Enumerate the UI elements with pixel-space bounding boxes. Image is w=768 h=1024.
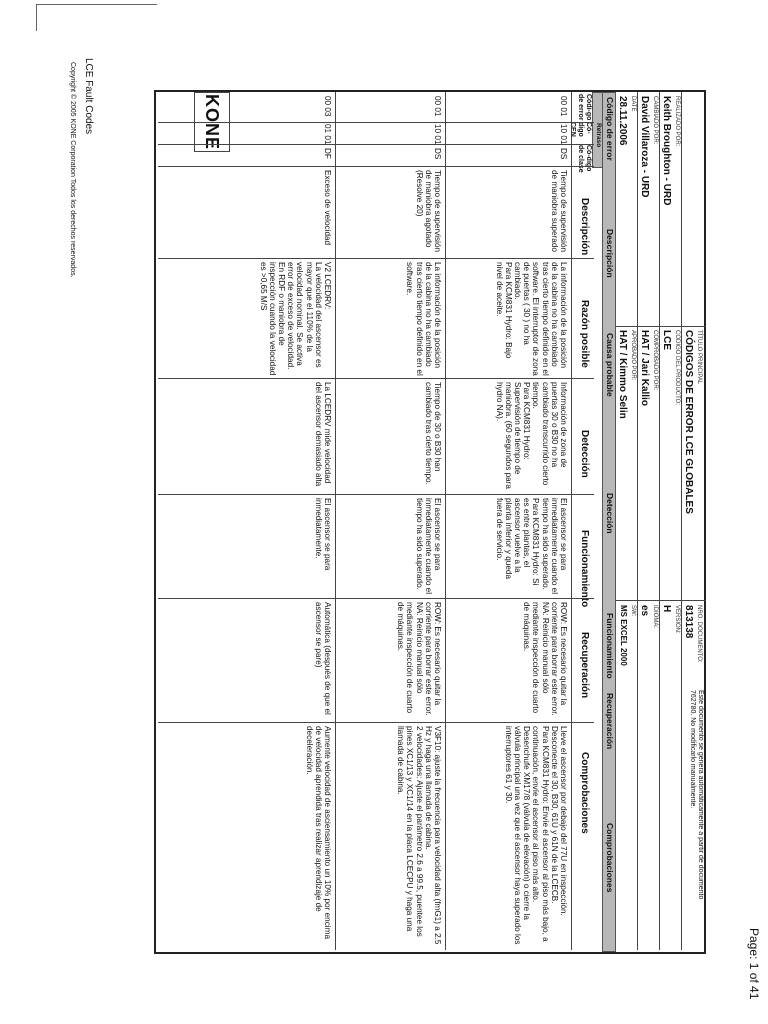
col-header-recuperacion: Recuperación — [579, 632, 590, 699]
codigo-producto-label: CÓDIGO DEL PRODUCTO: — [674, 330, 680, 406]
aprobado-value: HAT / Kimmo Selin — [617, 330, 628, 419]
document-title: LCE Fault Codes — [83, 58, 94, 135]
idioma-value: es — [639, 605, 650, 617]
row1-comprobaciones: Lleve el ascensor por debajo del 77U en inspección. Desconecte el 30, B30, 61U y 61N de la LCECB. Para KCM831 Hydro: Envíe el ascensor al piso más bajo, a continuación, envíe el ascensor al piso más alto. Desenchufe XM17/8 (válvula de elevación) o cierre la válvula principal una vez que el ascensor haya superado los interruptores 61 y 30. — [503, 726, 568, 945]
row2-funcionamiento: El ascensor se para inmediatamente cuando el tiempo ha sido superado. — [414, 498, 442, 595]
row3-deteccion: La LCEDRV mide velocidad del ascensor demasiado alta — [313, 382, 332, 487]
cambiado-value: David Villaroza - URD — [639, 96, 650, 198]
row-line — [571, 92, 572, 950]
header-line — [659, 92, 660, 950]
col-header-razon: Razón posible — [579, 300, 590, 368]
row2-codigo: 00 01 — [433, 96, 442, 117]
header-divider — [616, 326, 706, 327]
row2-razon: La información de la posición de la cabina no ha cambiado tras cierto tiempo definido en el software. — [405, 262, 442, 376]
retraso-bar: Retraso — [592, 92, 603, 168]
nro-documento-value: 813138 — [683, 605, 694, 639]
col-header-descripcion: Descripción — [579, 198, 590, 256]
sw-value: MS EXCEL 2000 — [619, 605, 628, 666]
row2-comprobaciones: V3F10: ajuste la frecuencia para velocidad alta (fmG1) a 2.5 Hz y haga una llamada de cabina. 2 velocidades: Ajuste el parámetro 2.6 a 99.5, puentee los pines XC1/13 y XC1/14 en la placa LCECPU y haga una llamada de cabina. — [396, 726, 442, 945]
row2-recuperacion: ROW: Es necesario quitar la corriente para borrar este error. NA: Reinicio manual sólo mediante inspección de cuarto de máquinas. — [396, 602, 442, 716]
aprobado-label: APROBADO POR: — [630, 330, 636, 381]
header-divider — [616, 600, 706, 601]
page-number: Page: 1 of 41 — [747, 928, 761, 1000]
row-line — [445, 92, 446, 950]
row2-cen: 10 01 — [433, 124, 442, 145]
idioma-label: IDIOMA: — [652, 605, 658, 629]
realizado-label: REALIZADO POR: — [674, 96, 680, 147]
realizado-value: Keith Broughton - URD — [661, 96, 672, 206]
row2-deteccion: Tiempo de 30 o B30 han cambiado tras cierto tiempo. — [423, 382, 442, 485]
row3-clase: DF — [323, 148, 332, 159]
version-value: H — [661, 605, 672, 613]
col-header-cen: Có-digo CEN — [569, 122, 592, 137]
date-label: DATE — [630, 96, 636, 112]
row1-razon: La información de la posición de la cabina no ha cambiado tras cierto tiempo definido en el software. El interruptor de zona de puertas ( 30 ) no ha cambiado. Para KCM831 Hydro: Bajo nivel de aceite. — [494, 262, 568, 376]
row3-comprobaciones: Aumente velocidad de asciensamiento un 10% por encima de velocidad aprendida tras realizar aprendizaje de deceleración. — [304, 726, 332, 940]
titulo-value: CÓDIGOS DE ERROR LCE GLOBALES — [683, 330, 694, 514]
column-line — [158, 144, 594, 145]
comprobado-value: HAT / Jari Kallio — [639, 330, 650, 406]
titulo-label: TÍTULO PRINCIPAL — [696, 330, 702, 385]
copyright-notice: Copyright © 2005 KONE Corporation Todos los derechos reservados. — [69, 62, 76, 278]
row1-codigo: 00 01 — [559, 96, 568, 117]
row1-funcionamiento: El ascensor se para inmediatamente cuando el tiempo ha sido superado. Para KCM831 Hydro: Si es entre plantas, el ascensor vuelve a la planta inferior y queda fuera de servicio. — [494, 498, 568, 595]
column-line — [158, 258, 594, 259]
version-label: VERSIÓN: — [674, 605, 680, 634]
row3-razon: V2 LCEDRV: La velocidad del ascensor es mayor que el 110% de la velocidad nominal. Se activa error de exceso de velocidad. En RDF o maniobra de inspección cuando la velocidad es >0,65 M/S — [258, 262, 332, 376]
row1-recuperacion: ROW: Es necesario quitar la corriente para borrar este error. NA: Reinicio manual sólo mediante inspección de cuarto de máquinas. — [522, 602, 568, 716]
row1-deteccion: Información de zona de puertas 30 o B30 no ha cambiado transcurrido cierto tiempo. Para KCM831 Hydro: Supervisión de tiempo de maniobra. (60 segundos para hydro NA). — [494, 382, 568, 489]
row3-funcionamiento: El ascensor se para inmediatamente. — [313, 498, 332, 571]
nro-documento-label: NRO. DOCUMENTO: — [696, 605, 702, 663]
row3-codigo: 00 03 — [323, 96, 332, 117]
row-line — [335, 92, 336, 950]
codigo-producto-value: LCE — [661, 330, 672, 350]
cambiado-label: CAMBIADO POR: — [652, 96, 658, 145]
sw-label: SW: — [630, 605, 636, 617]
comprobado-label: COMPROBADO POR: — [652, 330, 658, 391]
column-line — [158, 722, 594, 723]
row1-descripcion: Tiempo de supervisión de maniobra superado — [549, 170, 568, 253]
row2-clase: DS — [433, 148, 442, 160]
column-line — [158, 378, 594, 379]
column-line — [158, 166, 594, 167]
col-header-clase: Có-digo de clase — [577, 145, 592, 173]
header-line — [637, 92, 638, 950]
auto-generated-note: Este documento se genera automáticamente a partir de documento 762780. No modificarlo manualmente. — [689, 690, 704, 900]
kone-logo: KONE — [194, 92, 230, 152]
column-line — [158, 122, 594, 123]
row3-descripcion: Exceso de velocidad — [323, 170, 332, 246]
column-line — [158, 494, 594, 495]
date-value: 28.11.2006 — [617, 96, 628, 146]
row1-cen: 10 01 — [559, 124, 568, 145]
col-header-codigo: Códi-go de error — [577, 94, 592, 121]
section-bar-top: Código de error Descripción Causa probable Detección Funcionamiento Recuperación Comprobaciones — [602, 92, 616, 952]
col-header-funcionamiento: Funcionamiento — [579, 530, 590, 608]
row3-recuperacion: Automática (después de que el ascensor se pare) — [313, 602, 332, 715]
row2-descripcion: Tiempo de supervisión de maniobra agotado (Resolve 20) — [414, 170, 442, 253]
header-line — [681, 92, 682, 950]
col-header-comprobaciones: Comprobaciones — [579, 752, 590, 834]
row1-clase: DS — [559, 148, 568, 160]
row3-cen: 01 01 — [323, 124, 332, 145]
col-header-deteccion: Detección — [579, 430, 590, 478]
column-line — [158, 598, 594, 599]
